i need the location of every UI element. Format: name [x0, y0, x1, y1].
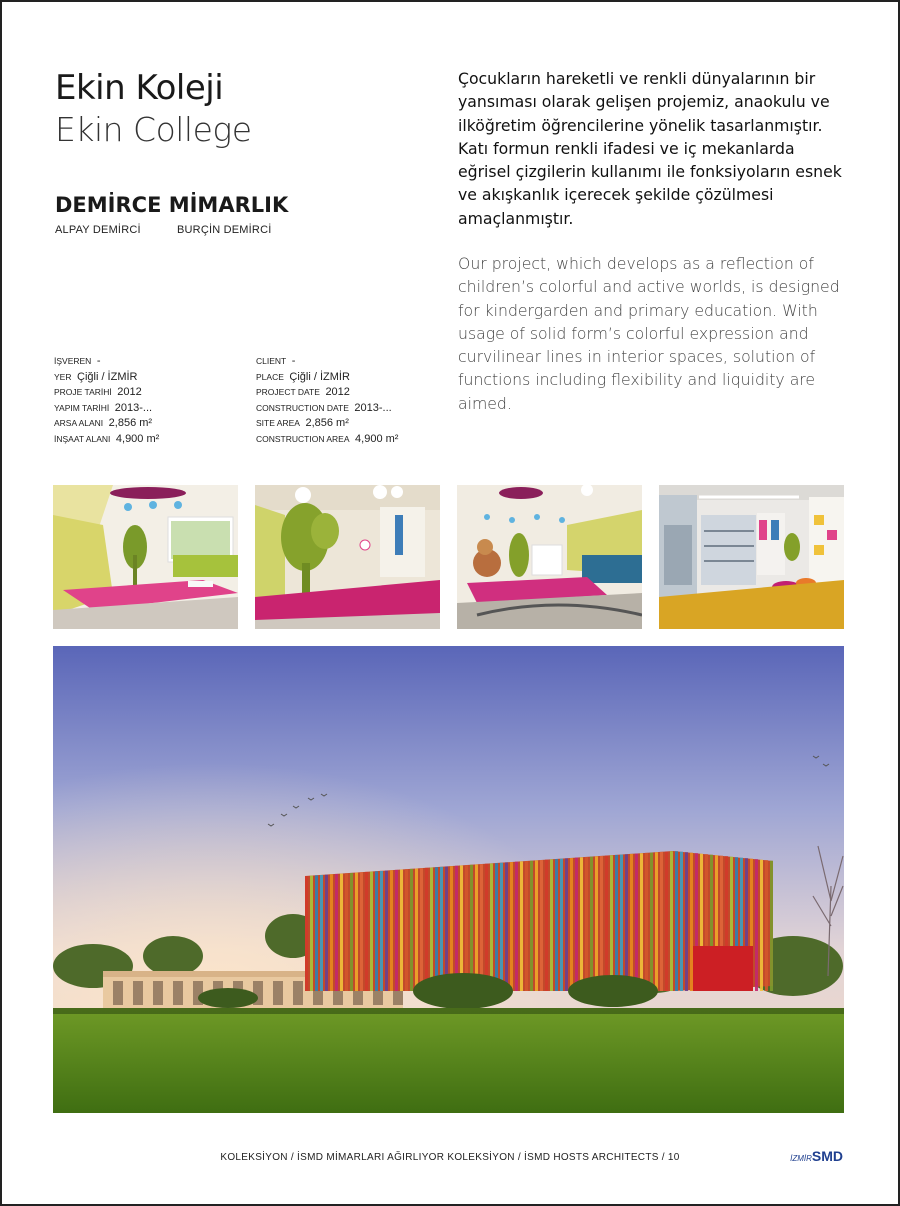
spec-row: PROJE TARİHİ 2012	[54, 386, 142, 398]
logo-city-text: İZMİR	[790, 1154, 812, 1163]
spec-row: İŞVEREN -	[54, 355, 101, 367]
interior-photo-classroom-3	[457, 485, 642, 629]
architect-name: BURÇİN DEMİRCİ	[177, 224, 272, 236]
interior-photo-library	[659, 485, 844, 629]
project-description-turkish: Çocukların hareketli ve renkli dünyalarının bir yansıması olarak gelişen projemiz, anaokulu ve ilköğretim öğrencilerine yönelik tasarlanmıştır. Katı formun renkli ifadesi ve iç mekanlarda eğrisel çizgilerin kullanımı ile fonksiyoların esnek ve akışkanlık içerecek şekilde çözülmesi amaçlanmıştır.	[458, 69, 842, 228]
architecture-firm-name: DEMİRCE MİMARLIK	[55, 193, 289, 217]
spec-row: CLIENT -	[256, 355, 296, 367]
spec-row: SITE AREA 2,856 m²	[256, 417, 349, 429]
spec-row: CONSTRUCTION DATE 2013-...	[256, 401, 392, 414]
spec-row: PROJECT DATE 2012	[256, 386, 350, 398]
page-footer: KOLEKSİYON / İSMD MİMARLARI AĞIRLIYOR KOLEKSİYON / İSMD HOSTS ARCHITECTS / 10	[220, 1152, 680, 1163]
spec-row: CONSTRUCTION AREA 4,900 m²	[256, 432, 399, 445]
spec-row: İNŞAAT ALANI 4,900 m²	[54, 432, 160, 445]
project-specs-turkish	[54, 354, 159, 447]
ismd-logo	[790, 1148, 843, 1166]
spec-row: YAPIM TARİHİ 2013-...	[54, 401, 153, 414]
logo-brand-text: SMD	[811, 1148, 843, 1164]
project-title-turkish: Ekin Koleji	[55, 68, 224, 108]
project-specs-english	[256, 354, 398, 447]
spec-row: PLACE Çiğli / İZMİR	[256, 370, 350, 383]
spec-row: YER Çiğli / İZMİR	[54, 370, 138, 383]
exterior-rendering-photo	[53, 646, 844, 1113]
project-title-english: Ekin College	[55, 110, 252, 149]
interior-photo-classroom-1	[53, 485, 238, 629]
interior-photo-classroom-2	[255, 485, 440, 629]
spec-row: ARSA ALANI 2,856 m²	[54, 417, 153, 429]
project-description-english: Our project, which develops as a reflection of children’s colorful and active worlds, is designed for kindergarden and primary education. With usage of solid form’s colorful expression and curvilinear lines in interior spaces, solution of functions including flexibility and liquidity are aimed.	[458, 254, 840, 413]
architect-name: ALPAY DEMİRCİ	[55, 224, 141, 236]
